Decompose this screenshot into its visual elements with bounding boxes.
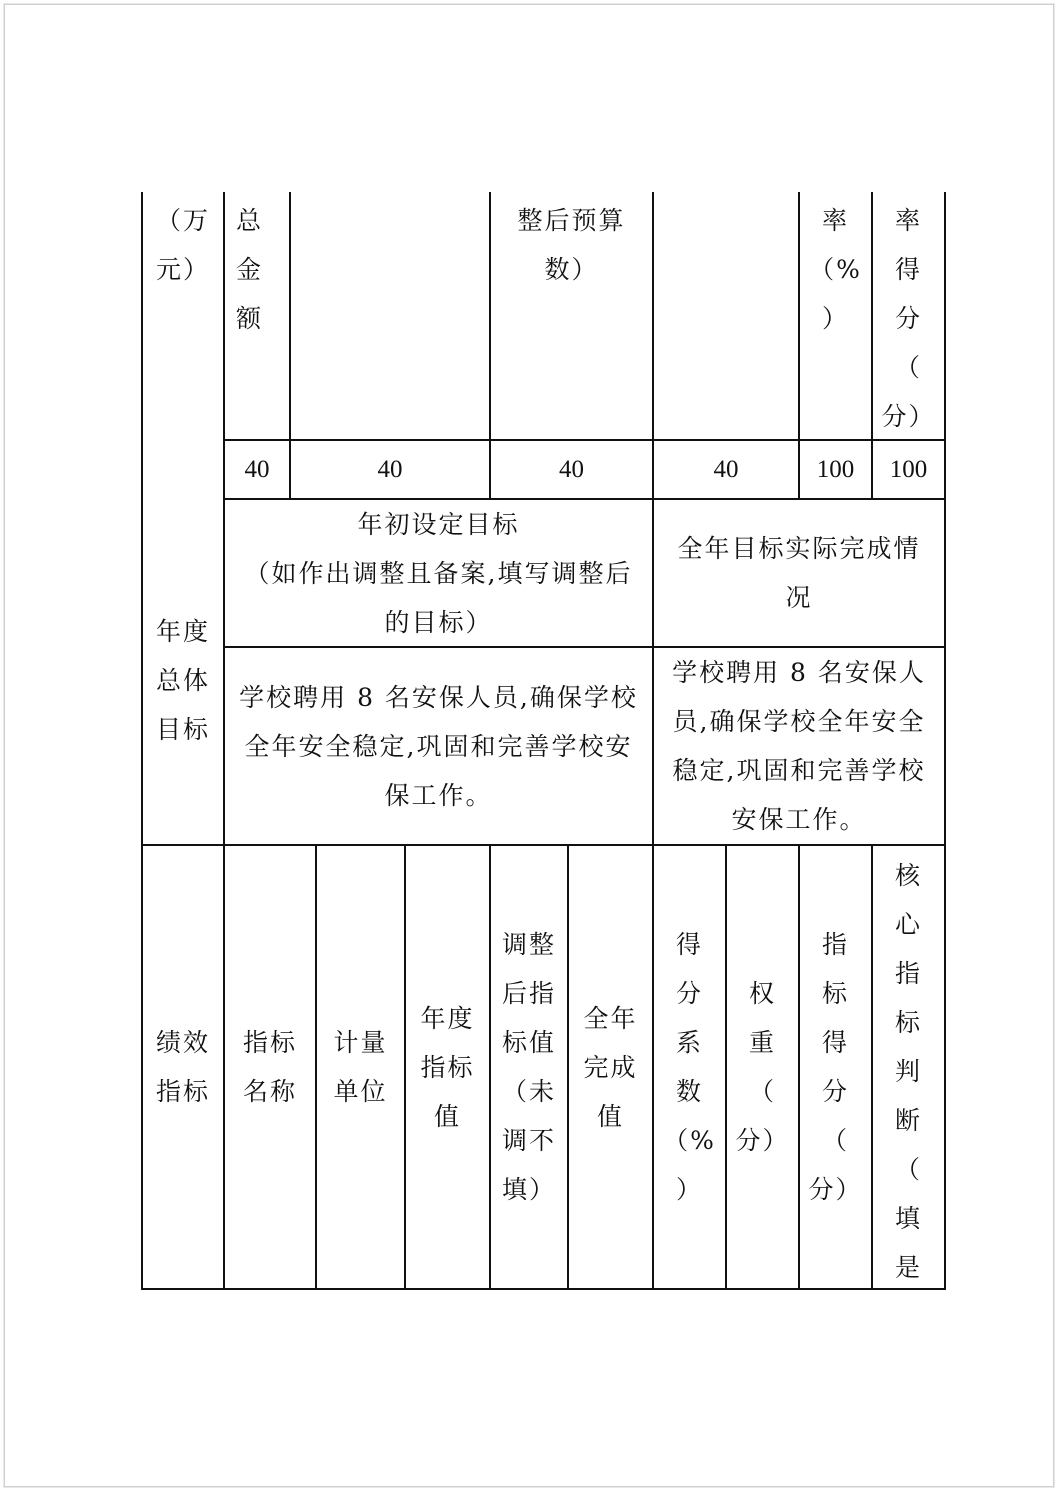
col-score-coefficient: 得 分 系 数 （% ） [663,930,716,1204]
blank-header-cell-1 [290,192,490,440]
grid-line [141,192,143,1290]
actual-completion-header: 全年目标实际完成情 况 [677,534,921,612]
col-weight: 权 重 （ 分） [735,979,790,1155]
grid-line [141,844,945,846]
col-indicator-score: 指 标 得 分 （ 分） [808,930,863,1204]
grid-line [315,845,317,1290]
annual-goal-label: 年度 总体 目标 [155,617,210,744]
grid-line [944,192,946,1290]
grid-line [871,192,873,499]
set-goal-text: 学校聘用 8 名安保人员,确保学校 全年安全稳定,巩固和完善学校安 保工作。 [239,682,638,810]
budget-value-rate: 100 [816,456,855,483]
unit-label-cell: （万 元） [155,206,210,284]
budget-value-adjusted: 40 [559,456,584,483]
grid-line [489,192,491,499]
blank-header-cell-2 [653,192,799,440]
grid-line [725,845,727,1290]
grid-line [489,845,491,1290]
performance-indicator-label: 绩效 指标 [155,1028,210,1106]
grid-line [871,845,873,1290]
budget-value-total: 40 [244,456,270,483]
grid-line [224,439,945,441]
col-core-indicator: 核 心 指 标 判 断 （ 填 是 [894,861,922,1282]
grid-line [652,192,654,1290]
adjusted-budget-header: 整后预算 数） [517,206,626,284]
col-unit: 计量 单位 [333,1028,388,1106]
grid-line [224,498,945,500]
grid-line [567,845,569,1290]
grid-line [289,192,291,499]
grid-line [798,192,800,499]
grid-line [223,192,225,1290]
grid-line [224,646,945,648]
rate-header: 率 （% ） [809,206,862,333]
rate-score-header: 率 得 分 （ 分） [881,206,936,431]
budget-value-rate-score: 100 [889,456,928,483]
grid-line [798,845,800,1290]
budget-value-2: 40 [377,456,403,483]
col-annual-target: 年度 指标 值 [420,1003,475,1131]
total-amount-header: 总 金 额 [236,206,264,333]
budget-value-4: 40 [713,456,739,483]
grid-line [404,845,406,1290]
actual-completion-text: 学校聘用 8 名安保人 员,确保学校全年安全 稳定,巩固和完善学校 安保工作。 [672,658,926,834]
grid-line [141,1288,945,1290]
col-adjusted-target: 调整 后指 标值 （未 调不 填） [501,930,556,1204]
col-indicator-name: 指标 名称 [242,1028,297,1106]
set-goal-header: 年初设定目标 （如作出调整且备案,填写调整后 的目标） [244,509,633,637]
col-actual-value: 全年 完成 值 [583,1003,638,1131]
